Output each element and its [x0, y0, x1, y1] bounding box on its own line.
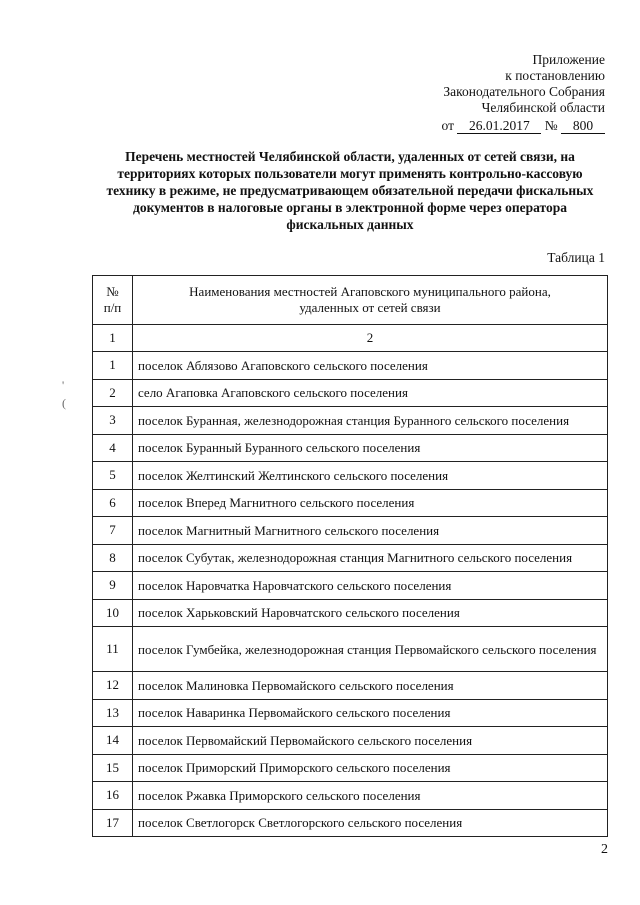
- table-row: [93, 727, 608, 755]
- table-header-row: [93, 276, 608, 325]
- row-number-cell: 8: [93, 544, 133, 572]
- locality-name-cell: поселок Ржавка Приморского сельского поселения: [133, 782, 608, 810]
- title-line: Перечень местностей Челябинской области, удаленных от сетей связи, на: [125, 149, 575, 164]
- from-label: от: [441, 118, 454, 133]
- locality-name-cell: поселок Приморский Приморского сельского поселения: [133, 754, 608, 782]
- header-name-line: Наименования местностей Агаповского муниципального района,: [189, 284, 551, 299]
- row-number-cell: 5: [93, 462, 133, 490]
- scan-mark: ': [62, 378, 65, 392]
- table-row: [93, 379, 608, 407]
- locality-name-cell: поселок Буранный Буранного сельского поселения: [133, 434, 608, 462]
- title-line: документов в налоговые органы в электронной форме через оператора: [133, 200, 567, 215]
- row-number-cell: 1: [93, 352, 133, 380]
- page-number: 2: [601, 842, 608, 857]
- header-name-line: удаленных от сетей связи: [299, 300, 441, 315]
- title-line: территориях которых пользователи могут применять контрольно-кассовую: [117, 166, 583, 181]
- resolution-date: 26.01.2017: [457, 119, 541, 134]
- row-number-cell: 2: [93, 379, 133, 407]
- localities-table: [92, 275, 608, 837]
- attachment-line: Челябинской области: [481, 100, 605, 115]
- locality-name-cell: село Агаповка Агаповского сельского поселения: [133, 379, 608, 407]
- locality-name-cell: поселок Наваринка Первомайского сельского поселения: [133, 699, 608, 727]
- locality-name-cell: поселок Вперед Магнитного сельского поселения: [133, 489, 608, 517]
- row-number-cell: 16: [93, 782, 133, 810]
- table-row: [93, 489, 608, 517]
- locality-name-cell: поселок Наровчатка Наровчатского сельского поселения: [133, 572, 608, 600]
- row-number-cell: 15: [93, 754, 133, 782]
- row-number-cell: 13: [93, 699, 133, 727]
- locality-name-cell: поселок Буранная, железнодорожная станция Буранного сельского поселения: [133, 407, 608, 435]
- header-number-line: п/п: [103, 300, 122, 315]
- locality-name-cell: поселок Аблязово Агаповского сельского поселения: [133, 352, 608, 380]
- document-title: [90, 148, 610, 233]
- attachment-line: Приложение: [532, 52, 605, 67]
- resolution-number: 800: [561, 119, 605, 134]
- locality-name-cell: поселок Светлогорск Светлогорского сельского поселения: [133, 809, 608, 837]
- title-line: фискальных данных: [286, 217, 414, 232]
- row-number-cell: 6: [93, 489, 133, 517]
- row-number-cell: 3: [93, 407, 133, 435]
- index-cell: 2: [133, 325, 608, 352]
- row-number-cell: 10: [93, 599, 133, 627]
- header-number-line: №: [106, 284, 119, 299]
- row-number-cell: 14: [93, 727, 133, 755]
- table-label: Таблица 1: [547, 250, 605, 265]
- locality-name-cell: поселок Магнитный Магнитного сельского поселения: [133, 517, 608, 545]
- locality-name-cell: поселок Первомайский Первомайского сельского поселения: [133, 727, 608, 755]
- row-number-cell: 9: [93, 572, 133, 600]
- resolution-date-number: [442, 118, 606, 134]
- table-index-row: [93, 325, 608, 352]
- table-row: [93, 782, 608, 810]
- locality-name-cell: поселок Субутак, железнодорожная станция Магнитного сельского поселения: [133, 544, 608, 572]
- row-number-cell: 17: [93, 809, 133, 837]
- table-row: [93, 352, 608, 380]
- attachment-line: к постановлению: [505, 68, 605, 83]
- row-number-cell: 12: [93, 672, 133, 700]
- scan-mark: (: [62, 396, 66, 410]
- header-name-cell: [133, 276, 608, 325]
- locality-name-cell: поселок Малиновка Первомайского сельского поселения: [133, 672, 608, 700]
- table-row: [93, 462, 608, 490]
- table-row: [93, 572, 608, 600]
- locality-name-cell: поселок Харьковский Наровчатского сельского поселения: [133, 599, 608, 627]
- table-row: [93, 627, 608, 672]
- row-number-cell: 7: [93, 517, 133, 545]
- index-cell: 1: [93, 325, 133, 352]
- table-row: [93, 809, 608, 837]
- table-row: [93, 407, 608, 435]
- table-row: [93, 544, 608, 572]
- table-row: [93, 434, 608, 462]
- row-number-cell: 11: [93, 627, 133, 672]
- locality-name-cell: поселок Желтинский Желтинского сельского поселения: [133, 462, 608, 490]
- attachment-line: Законодательного Собрания: [443, 84, 605, 99]
- table-row: [93, 517, 608, 545]
- locality-name-cell: поселок Гумбейка, железнодорожная станция Первомайского сельского поселения: [133, 627, 608, 672]
- title-line: технику в режиме, не предусматривающем обязательной передачи фискальных: [106, 183, 594, 198]
- number-label: №: [544, 118, 558, 133]
- table-row: [93, 672, 608, 700]
- header-number-cell: [93, 276, 133, 325]
- row-number-cell: 4: [93, 434, 133, 462]
- table-row: [93, 699, 608, 727]
- table-row: [93, 754, 608, 782]
- table-row: [93, 599, 608, 627]
- attachment-block: [442, 52, 606, 134]
